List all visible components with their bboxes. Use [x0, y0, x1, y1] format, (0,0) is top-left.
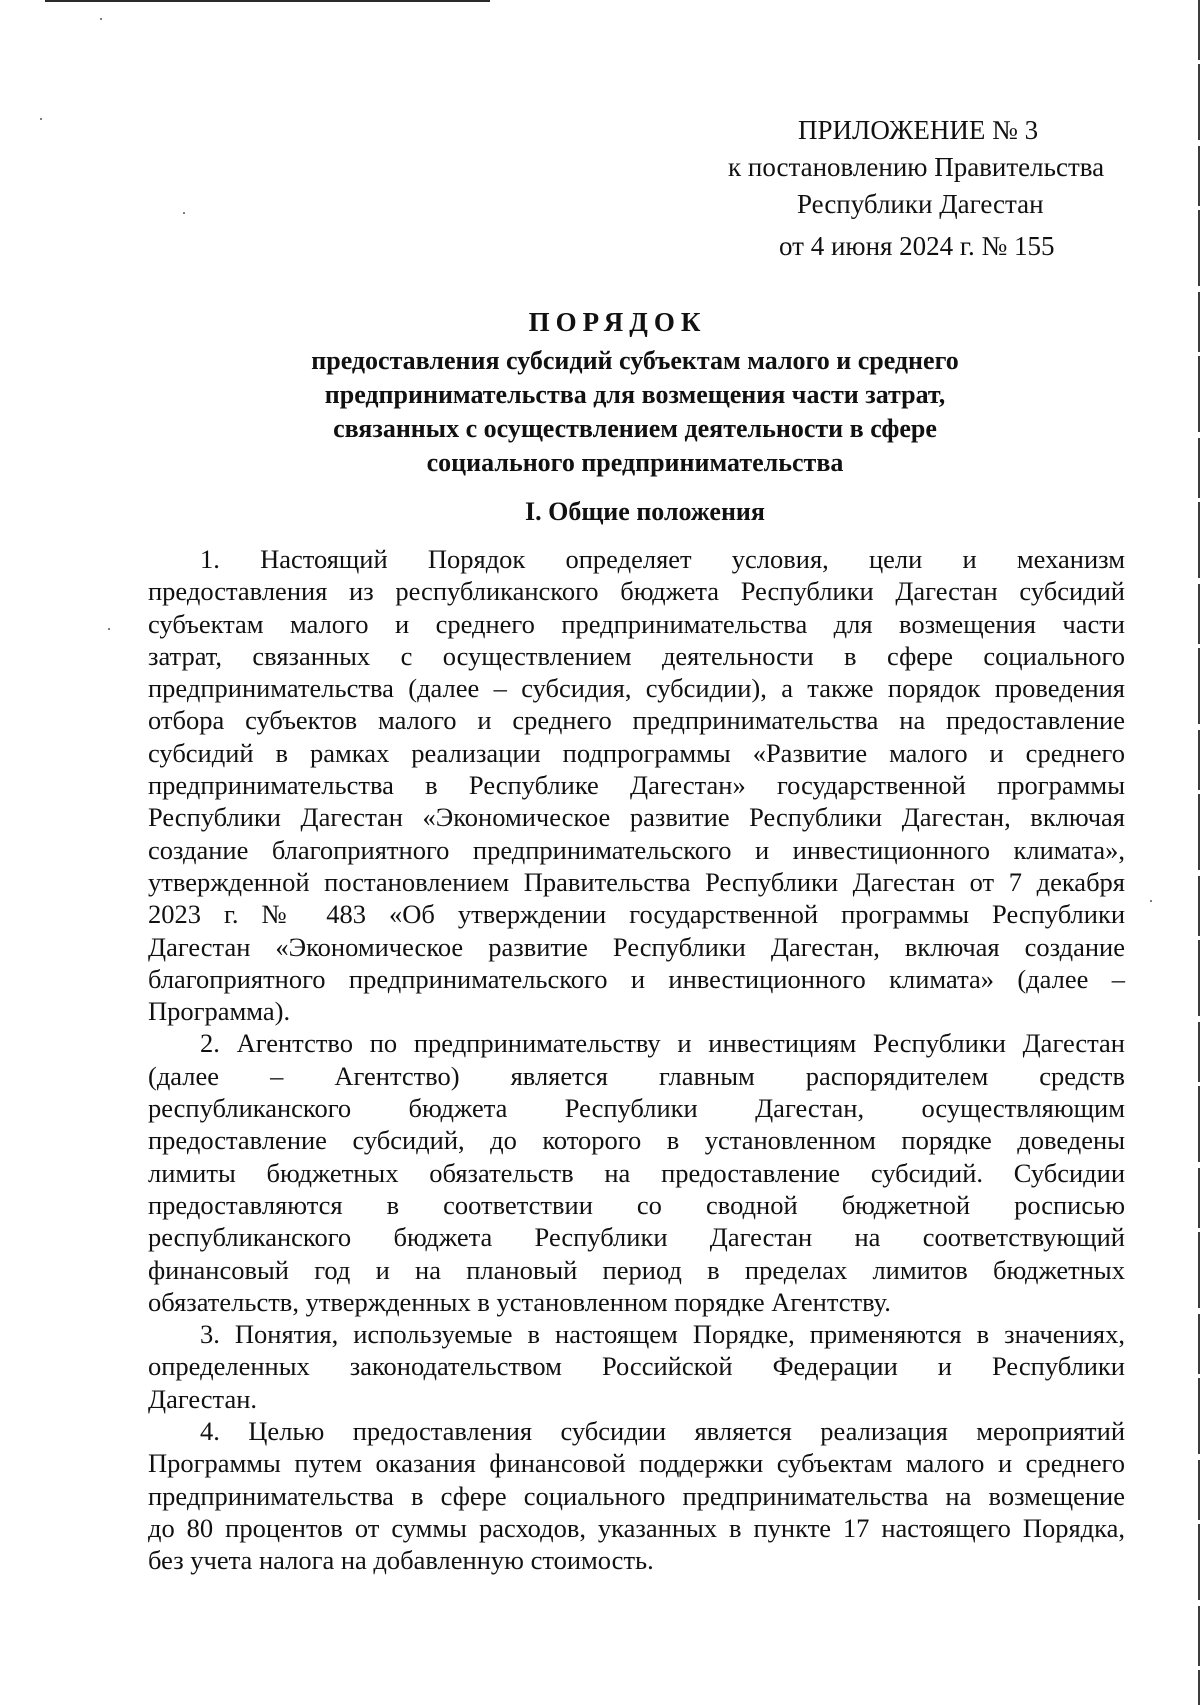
document-body	[148, 543, 1125, 1577]
paragraph-line: лимиты бюджетных обязательств на предоставление субсидий. Субсидии	[148, 1157, 1125, 1188]
paragraph-line: до 80 процентов от суммы расходов, указанных в пункте 17 настоящего Порядка,	[148, 1512, 1125, 1543]
paragraph-line: предпринимательства (далее – субсидия, субсидии), а также порядок проведения	[148, 673, 1125, 704]
scan-speck	[40, 118, 42, 120]
paragraph-line: Программы путем оказания финансовой поддержки субъектам малого и среднего	[148, 1448, 1125, 1479]
paragraph-3	[148, 1318, 1125, 1415]
paragraph-line: финансовый год и на плановый период в пределах лимитов бюджетных	[148, 1254, 1125, 1285]
paragraph-1	[148, 543, 1125, 1027]
paragraph-line: 3. Понятия, используемые в настоящем Порядке, применяются в значениях,	[200, 1319, 1125, 1350]
document-subtitle	[250, 344, 1020, 480]
scan-speck	[1150, 900, 1152, 902]
paragraph-line: утвержденной постановлением Правительства Республики Дагестан от 7 декабря	[148, 866, 1125, 897]
paragraph-line: предоставление субсидий, до которого в установленном порядке доведены	[148, 1125, 1125, 1156]
paragraph-line: затрат, связанных с осуществлением деятельности в сфере социального	[148, 640, 1125, 671]
paragraph-line: Республики Дагестан «Экономическое развитие Республики Дагестан, включая	[148, 802, 1125, 833]
paragraph-line: благоприятного предпринимательского и инвестиционного климата» (далее –	[148, 963, 1125, 994]
appendix-resolution: к постановлению Правительства	[728, 152, 1105, 182]
paragraph-line: (далее – Агентство) является главным распорядителем средств	[148, 1060, 1125, 1091]
paragraph-line: 1. Настоящий Порядок определяет условия, цели и механизм	[200, 544, 1125, 574]
paragraph-line: Дагестан.	[148, 1383, 258, 1414]
scan-speck	[100, 18, 102, 20]
paragraph-line: без учета налога на добавленную стоимость.	[148, 1545, 654, 1576]
paragraph-line: Дагестан «Экономическое развитие Республики Дагестан, включая создание	[148, 931, 1125, 962]
paragraph-line: обязательств, утвержденных в установленном порядке Агентству.	[148, 1286, 891, 1317]
paragraph-4	[148, 1415, 1125, 1576]
paragraph-line: субсидий в рамках реализации подпрограммы «Развитие малого и среднего	[148, 737, 1125, 768]
paragraph-line: создание благоприятного предпринимательского и инвестиционного климата»,	[148, 834, 1125, 865]
paragraph-line: 2023 г. № 483 «Об утверждении государственной программы Республики	[148, 899, 1125, 930]
paragraph-line: предоставления из республиканского бюджета Республики Дагестан субсидий	[148, 576, 1125, 607]
scan-edge-top	[45, 0, 490, 2]
paragraph-line: отбора субъектов малого и среднего предпринимательства на предоставление	[148, 705, 1125, 736]
scan-speck	[183, 212, 185, 214]
section-heading: I. Общие положения	[525, 497, 765, 526]
paragraph-line: определенных законодательством Российской Федерации и Республики	[148, 1351, 1125, 1382]
subtitle-line: предоставления субсидий субъектам малого и среднего	[311, 346, 959, 375]
paragraph-line: субъектам малого и среднего предпринимательства для возмещения части	[148, 608, 1125, 639]
paragraph-line: 4. Целью предоставления субсидии является реализация мероприятий	[200, 1416, 1125, 1447]
subtitle-line: предпринимательства для возмещения части затрат,	[324, 380, 946, 409]
paragraph-line: предоставляются в соответствии со сводной бюджетной росписью	[148, 1189, 1125, 1220]
appendix-date-number: от 4 июня 2024 г. № 155	[779, 231, 1055, 261]
appendix-republic: Республики Дагестан	[797, 189, 1044, 219]
paragraph-line: республиканского бюджета Республики Дагестан, осуществляющим	[148, 1093, 1125, 1124]
paragraph-line: предпринимательства в Республике Дагестан» государственной программы	[148, 770, 1125, 801]
subtitle-line: связанных с осуществлением деятельности в сфере	[333, 414, 937, 443]
paragraph-line: 2. Агентство по предпринимательству и инвестициям Республики Дагестан	[200, 1028, 1125, 1059]
paragraph-line: предпринимательства в сфере социального предпринимательства на возмещение	[148, 1480, 1125, 1511]
paragraph-2	[148, 1027, 1125, 1318]
scan-speck	[108, 628, 110, 630]
document-title: ПОРЯДОК	[528, 307, 707, 337]
appendix-number: ПРИЛОЖЕНИЕ № 3	[798, 115, 1039, 145]
subtitle-line: социального предпринимательства	[426, 448, 844, 477]
paragraph-line: республиканского бюджета Республики Дагестан на соответствующий	[148, 1222, 1125, 1253]
paragraph-line: Программа).	[148, 996, 291, 1027]
